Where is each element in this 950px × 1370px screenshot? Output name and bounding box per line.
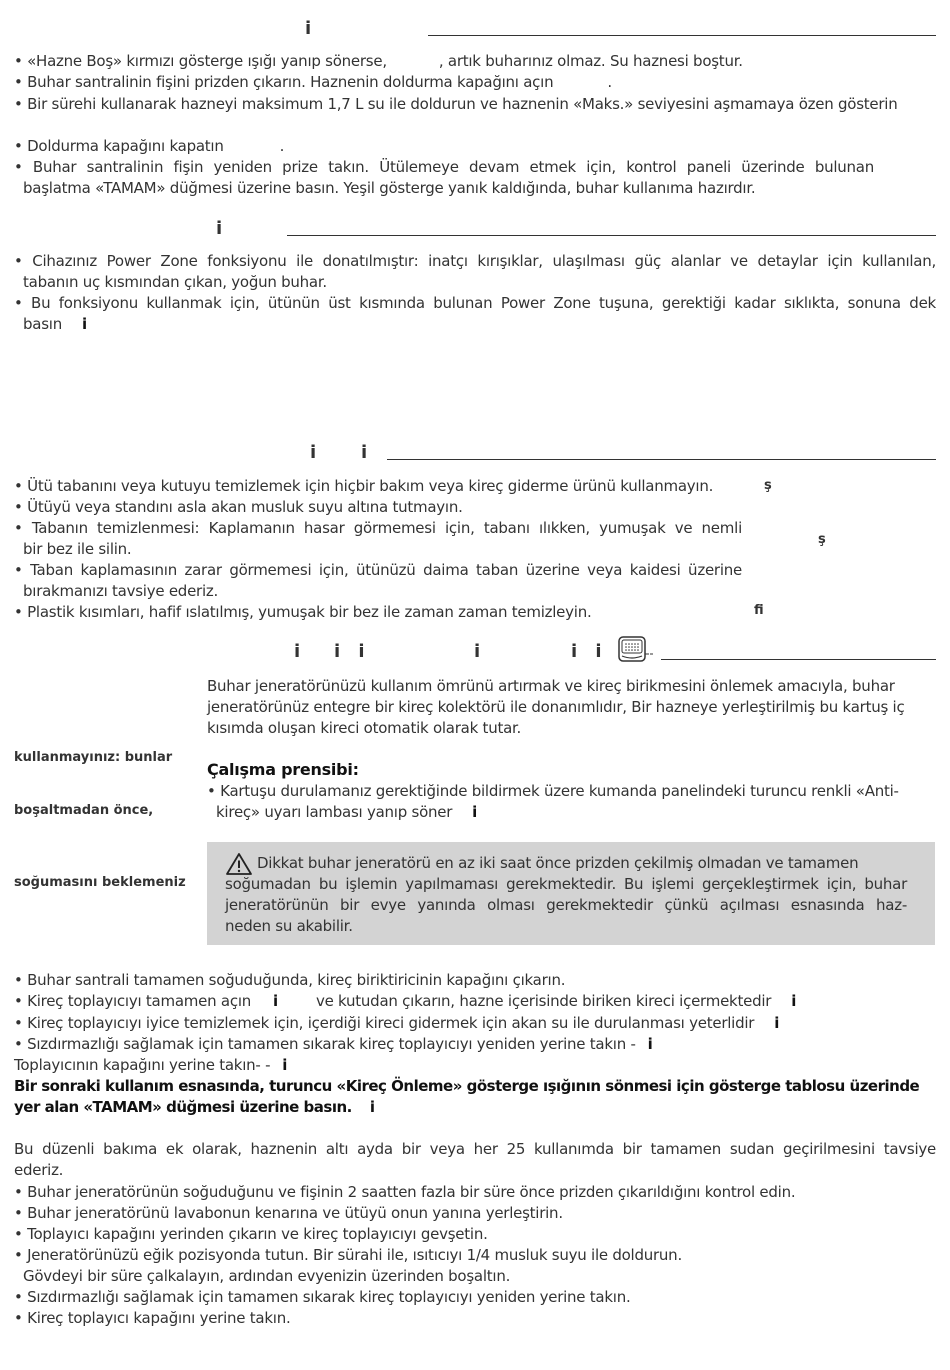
side-note-1: kullanmayınız: bunlar — [14, 750, 173, 765]
section1-heading-rule — [428, 35, 936, 36]
warning-box — [207, 842, 935, 945]
warning-triangle-icon — [225, 852, 253, 876]
principle-line-1: • Kartuşu durulamanız gerektiğinde bildirmek üzere kumanda panelindeki turuncu renkli «Anti- — [207, 782, 899, 800]
section4-heading-mark-3: i — [474, 641, 481, 662]
section5-line-2: • Kireç toplayıcıyı tamamen açın i ve kutudan çıkarın, hazne içerisinde biriken kireci içermektedir i — [14, 992, 797, 1010]
section3-side-mark-3: fi — [754, 603, 764, 618]
principle-title: Çalışma prensibi: — [207, 760, 359, 779]
section4-intro-3: kısımda oluşan kireci otomatik olarak tutar. — [207, 719, 522, 737]
section2-line-2: tabanın uç kısmından çıkan, yoğun buhar. — [23, 273, 327, 291]
section4-heading-mark-4: i i — [571, 641, 608, 662]
section4-heading-rule — [661, 659, 936, 660]
section1-line-3: • Bir sürehi kullanarak hazneyi maksimum 1,7 L su ile doldurun ve haznenin «Maks.» seviyesini aşmamaya özen gösterin — [14, 95, 898, 113]
side-note-3: soğumasını beklemeniz — [14, 875, 186, 890]
side-note-2: boşaltmadan önce, — [14, 803, 154, 818]
section1-heading-mark: i — [305, 18, 312, 39]
section3-line-5: • Taban kaplamasının zarar görmemesi için, ütünüzü daima taban üzerine veya kaidesi üzerine — [14, 561, 742, 579]
section3-side-mark-2: ş — [818, 532, 826, 547]
section2-line-3: • Bu fonksiyonu kullanmak için, ütünün üst kısmında bulunan Power Zone tuşuna, gerektiği kadar sıklıkta, sonuna dek — [14, 294, 936, 312]
section6-line-1: Bu düzenli bakıma ek olarak, haznenin altı ayda bir veya her 25 kullanımda bir tamamen sudan geçirilmesini tavsiye — [14, 1140, 936, 1158]
section3-line-7: • Plastik kısımları, hafif ıslatılmış, yumuşak bir bez ile zaman zaman temizleyin. — [14, 603, 592, 621]
section4-intro-1: Buhar jeneratörünüzü kullanım ömrünü artırmak ve kireç birikmesini önlemek amacıyla, buhar — [207, 677, 895, 695]
section6-line-7: Gövdeyi bir süre çalkalayın, ardından evyenizin üzerinden boşaltın. — [23, 1267, 511, 1285]
section3-line-4: bir bez ile silin. — [23, 540, 132, 558]
section4-heading-mark-1: i — [294, 641, 301, 662]
warning-line-3: jeneratörünün bir evye yanında olması gerekmektedir çünkü açılması esnasında haz- — [225, 896, 907, 914]
section6-line-6: • Jeneratörünüzü eğik pozisyonda tutun. Bir sürahi ile, ısıtıcıyı 1/4 musluk suyu ile doldurun. — [14, 1246, 682, 1264]
section2-heading-rule — [287, 235, 936, 236]
section5-line-4: • Sızdırmazlığı sağlamak için tamamen sıkarak kireç toplayıcıyı yeniden yerine takın - i — [14, 1035, 653, 1053]
section6-line-5: • Toplayıcı kapağını yerinden çıkarın ve kireç toplayıcıyı gevşetin. — [14, 1225, 488, 1243]
section2-line-1: • Cihazınız Power Zone fonksiyonu ile donatılmıştır: inatçı kırışıklar, ulaşılması güç alanlar ve detaylar için kullanılan, — [14, 252, 936, 270]
section1-line-1: • «Hazne Boş» kırmızı gösterge ışığı yanıp sönerse, , artık buharınız olmaz. Su haznesi boştur. — [14, 52, 743, 70]
section3-line-2: • Ütüyü veya standını asla akan musluk suyu altına tutmayın. — [14, 498, 463, 516]
section1-line-5: • Buhar santralinin fişin yeniden prize takın. Ütülemeye devam etmek için, kontrol paneli üzerinde bulunan — [14, 158, 874, 176]
section4-intro-2: jeneratörünüz entegre bir kireç kolektörü ile donanımlıdır, Bir hazneye yerleştirilmiş bu kartuş iç — [207, 698, 905, 716]
section3-heading-mark-2: i — [361, 442, 368, 463]
section1-line-6: başlatma «TAMAM» düğmesi üzerine basın. Yeşil gösterge yanık kaldığında, buhar kullanıma hazırdır. — [23, 179, 756, 197]
section1-line-2: • Buhar santralinin fişini prizden çıkarın. Haznenin doldurma kapağını açın . — [14, 73, 612, 91]
section5-line-1: • Buhar santrali tamamen soğuduğunda, kireç biriktiricinin kapağını çıkarın. — [14, 971, 566, 989]
warning-line-4: neden su akabilir. — [225, 917, 353, 935]
section1-line-4: • Doldurma kapağını kapatın . — [14, 137, 285, 155]
section3-line-1: • Ütü tabanını veya kutuyu temizlemek için hiçbir bakım veya kireç giderme ürünü kullanmayın. — [14, 477, 714, 495]
section4-heading-mark-2: i i — [334, 641, 371, 662]
section6-line-3: • Buhar jeneratörünün soğuduğunu ve fişinin 2 saatten fazla bir süre önce prizden çıkarıldığını kontrol edin. — [14, 1183, 796, 1201]
section5-line-3: • Kireç toplayıcıyı iyice temizlemek için, içerdiği kireci gidermek için akan su ile durulanması yeterlidir i — [14, 1014, 780, 1032]
section3-heading-mark-1: i — [310, 442, 317, 463]
section6-line-8: • Sızdırmazlığı sağlamak için tamamen sıkarak kireç toplayıcıyı yeniden yerine takın. — [14, 1288, 631, 1306]
principle-line-2: kireç» uyarı lambası yanıp söner i — [216, 803, 478, 821]
section6-line-4: • Buhar jeneratörünü lavabonun kenarına ve ütüyü onun yanına yerleştirin. — [14, 1204, 563, 1222]
section5-bold-line-1: Bir sonraki kullanım esnasında, turuncu «Kireç Önleme» gösterge ışığının sönmesi için gösterge tablosu üzerinde — [14, 1077, 920, 1095]
section5-bold-line-2: yer alan «TAMAM» düğmesi üzerine basın. i — [14, 1098, 375, 1116]
section3-heading-rule — [387, 459, 936, 460]
section5-line-5: Toplayıcının kapağını yerine takın- - i — [14, 1056, 288, 1074]
section3-side-mark-1: ş — [764, 478, 772, 493]
warning-line-2: soğumadan bu işlemin yapılmaması gerekmektedir. Bu işlemi gerçekleştirmek için, buhar — [225, 875, 907, 893]
section2-heading-mark: i — [216, 218, 223, 239]
section6-line-9: • Kireç toplayıcı kapağını yerine takın. — [14, 1309, 291, 1327]
section3-line-6: bırakmanızı tavsiye ederiz. — [23, 582, 219, 600]
warning-line-1: Dikkat buhar jeneratörü en az iki saat önce prizden çekilmiş olmadan ve tamamen — [257, 854, 859, 872]
section2-line-4: basın i — [23, 315, 87, 333]
section6-line-2: ederiz. — [14, 1161, 64, 1179]
section3-line-3: • Tabanın temizlenmesi: Kaplamanın hasar görmemesi için, tabanı ılıkken, yumuşak ve nemli — [14, 519, 742, 537]
anti-scale-cartridge-icon — [618, 636, 654, 664]
